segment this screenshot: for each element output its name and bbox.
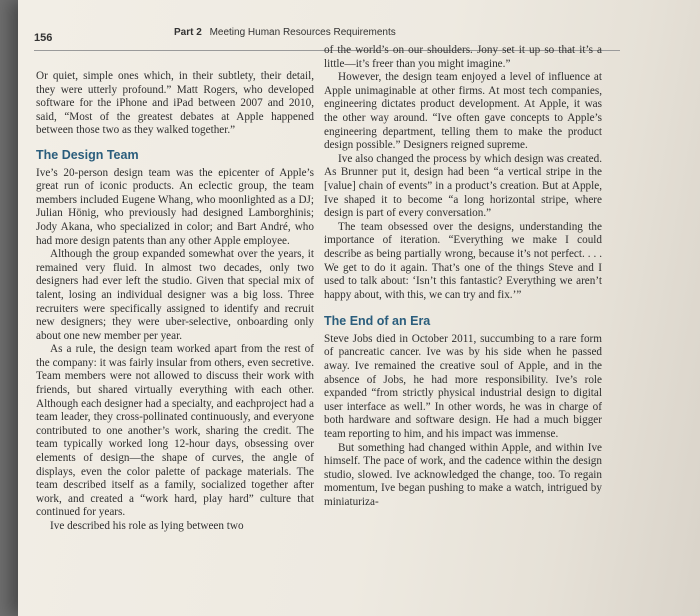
book-page [18, 0, 700, 616]
left-column [36, 70, 314, 534]
section-heading-design-team: The Design Team [36, 147, 139, 162]
left-paragraph-2: Ive’s 20-person design team was the epicenter of Apple’s great run of iconic products. An eclectic group, the team members included Eugene Whang, who moonlighted as a DJ; Julian Hönig, who previously had designed Lamborghinis; Jody Akana, who specialized in color; and Bart André, who had more design patents than any other Apple employee. [36, 166, 314, 247]
section-heading-end-of-era: The End of an Era [324, 314, 431, 329]
right-paragraph-2: However, the design team enjoyed a level of influence at Apple unimaginable at other firms. At most tech companies, engineering dictates product development. At Apple, it was the other way around. “Ive often gave concepts to Apple’s engineering department, telling them to make the product design possible.” Designers reigned supreme. [324, 71, 602, 152]
left-paragraph-5: Ive described his role as lying between two [50, 520, 244, 532]
running-head [174, 27, 396, 38]
part-label: Part 2 [174, 27, 202, 38]
left-paragraph-4: As a rule, the design team worked apart from the rest of the company: it was fairly insular from others, even secretive. Team members were not allowed to discuss their work with friends, but shared virtually everything with each other. Although each designer had a specialty, and eachproject had a team leader, they cross-pollinated continuously, and everyone contributed to one another’s work, sharing the credit. The team typically worked long 12-hour days, obsessing over elements of design—the shape of curves, the angle of displays, even the color palette of package materials. The team described itself as a family, socialized together after work, and created a “work hard, play hard” culture that continued for years. [36, 343, 314, 519]
left-paragraph-3: Although the group expanded somewhat over the years, it remained very fluid. In almost two decades, only two designers had ever left the studio. Given that special mix of talent, losing an individual designer was a big loss. Three recruiters were specifically assigned to identify and recruit new designers; they were uber-selective, onboarding only about one new member per year. [36, 248, 314, 342]
right-paragraph-5: Steve Jobs died in October 2011, succumbing to a rare form of pancreatic cancer. Ive was by his side when he passed away. Ive remained the creative soul of Apple, and in the absence of Jobs, he had more responsibility. Ive’s role expanded “from strictly physical industrial design to digital user interface as well.” In other words, he was in charge of both hardware and software design. He had a much bigger team reporting to him, and his impact was immense. [324, 332, 602, 441]
right-paragraph-6: But something had changed within Apple, and within Ive himself. The pace of work, and the cadence within the design studio, slowed. Ive acknowledged the change, too. To regain momentum, Ive began pushing to make a watch, intrigued by miniaturiza- [324, 441, 602, 508]
right-paragraph-4: The team obsessed over the designs, understanding the importance of iteration. “Everything we make I could describe as being partially wrong, because it’s not perfect. . . . We get to do it again. That’s one of the things Steve and I used to talk about: ‘Isn’t this fantastic? Everything we aren’t happy about, with this, we can try and fix.’” [324, 220, 602, 301]
part-title: Meeting Human Resources Requirements [209, 27, 396, 38]
right-column [324, 44, 602, 510]
page-number: 156 [34, 32, 53, 44]
left-paragraph-1: Or quiet, simple ones which, in their subtlety, their detail, they were utterly profound.” Matt Rogers, who developed software for the iPhone and iPad between 2007 and 2010, said, “Most of the greatest debates at Apple happened between those two as they walked together.” [36, 70, 314, 137]
right-paragraph-3: Ive also changed the process by which design was created. As Brunner put it, design had been “a vertical stripe in the [value] chain of events” in a product’s creation. But at Apple, Ive shaped it to become “a long horizontal stripe, where design is part of every conversation.” [324, 152, 602, 220]
right-paragraph-1: of the world’s on our shoulders. Jony set it up so that it’s a little—it’s freer than you might imagine.” [324, 44, 602, 70]
